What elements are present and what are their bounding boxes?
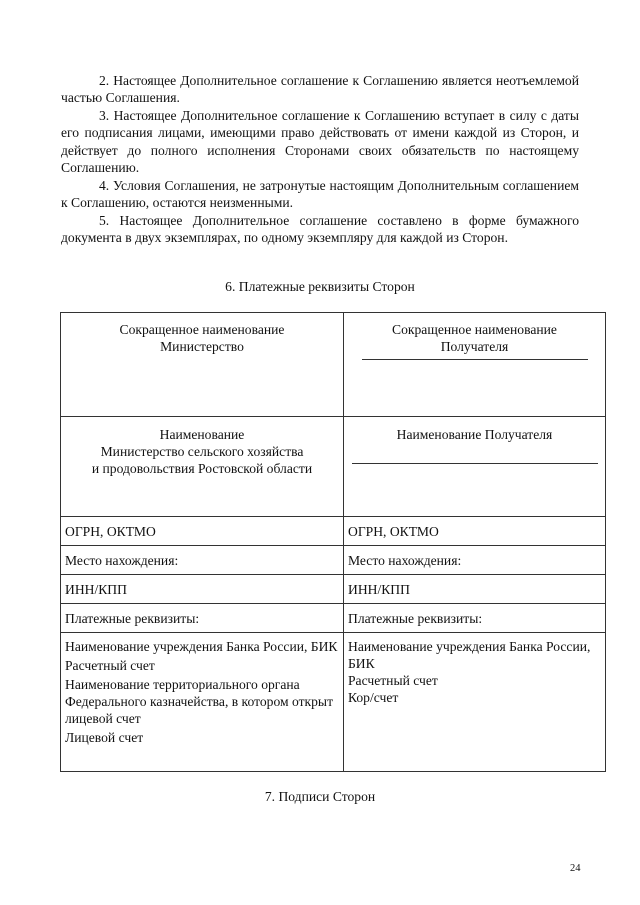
page-number: 24 xyxy=(570,863,581,874)
ministry-short-name-cell xyxy=(61,313,344,417)
recipient-name-blank-line xyxy=(352,463,598,464)
paragraph-5: 5. Настоящее Дополнительное соглашение составлено в форме бумажного документа в двух экземплярах, по одному экземпляру для каждой из Сторон. xyxy=(61,213,579,246)
correspondent-account: Кор/счет xyxy=(348,690,399,705)
table-row xyxy=(61,575,606,604)
settlement-account: Расчетный счет xyxy=(65,658,155,673)
ministry-payment-details-cell: Платежные реквизиты: xyxy=(61,604,344,633)
cell-value: и продовольствия Ростовской области xyxy=(91,461,313,476)
cell-label: Министерство xyxy=(160,339,244,354)
section-7-title: 7. Подписи Сторон xyxy=(264,789,376,804)
recipient-bank-details-cell xyxy=(344,633,606,772)
payment-details-table xyxy=(60,312,606,772)
ministry-bank-details-cell xyxy=(61,633,344,772)
section-6-title: 6. Платежные реквизиты Сторон xyxy=(225,279,415,294)
recipient-ogrn-cell: ОГРН, ОКТМО xyxy=(344,517,606,546)
bank-name-bik: Наименование учреждения Банка России, БИК xyxy=(65,639,338,654)
recipient-name-cell xyxy=(344,417,606,517)
recipient-short-name-blank-line xyxy=(362,359,588,360)
table-row xyxy=(61,604,606,633)
treasury-body: Наименование территориального органа Федерального казначейства, в котором открыт лицевой счет xyxy=(65,677,334,726)
paragraph-4: 4. Условия Соглашения, не затронутые настоящим Дополнительным соглашением к Соглашению, остаются неизменными. xyxy=(61,178,579,211)
paragraph-2: 2. Настоящее Дополнительное соглашение к Соглашению является неотъемлемой частью Соглашения. xyxy=(61,73,579,106)
ministry-name-cell xyxy=(61,417,344,517)
recipient-short-name-cell xyxy=(344,313,606,417)
personal-account: Лицевой счет xyxy=(65,730,144,745)
table-row xyxy=(61,517,606,546)
paragraph-3: 3. Настоящее Дополнительное соглашение к Соглашению вступает в силу с даты его подписания лицами, имеющими право действовать от имени каждой из Сторон, и действует до полного исполнения Сторонами своих обязательств по настоящему Соглашению. xyxy=(61,108,579,176)
ministry-inn-cell: ИНН/КПП xyxy=(61,575,344,604)
settlement-account: Расчетный счет xyxy=(348,673,438,688)
cell-label: Получателя xyxy=(440,339,509,354)
cell-label: Сокращенное наименование xyxy=(119,322,285,337)
bank-name-bik: Наименование учреждения Банка России, БИК xyxy=(348,639,591,671)
table-row xyxy=(61,313,606,417)
cell-label: Наименование Получателя xyxy=(396,427,553,442)
cell-label: Наименование xyxy=(159,427,245,442)
recipient-address-cell: Место нахождения: xyxy=(344,546,606,575)
recipient-inn-cell: ИНН/КПП xyxy=(344,575,606,604)
ministry-address-cell: Место нахождения: xyxy=(61,546,344,575)
table-row xyxy=(61,417,606,517)
ministry-ogrn-cell: ОГРН, ОКТМО xyxy=(61,517,344,546)
table-row xyxy=(61,546,606,575)
table-row xyxy=(61,633,606,772)
cell-label: Сокращенное наименование xyxy=(392,322,557,337)
recipient-payment-details-cell: Платежные реквизиты: xyxy=(344,604,606,633)
cell-value: Министерство сельского хозяйства xyxy=(100,444,304,459)
